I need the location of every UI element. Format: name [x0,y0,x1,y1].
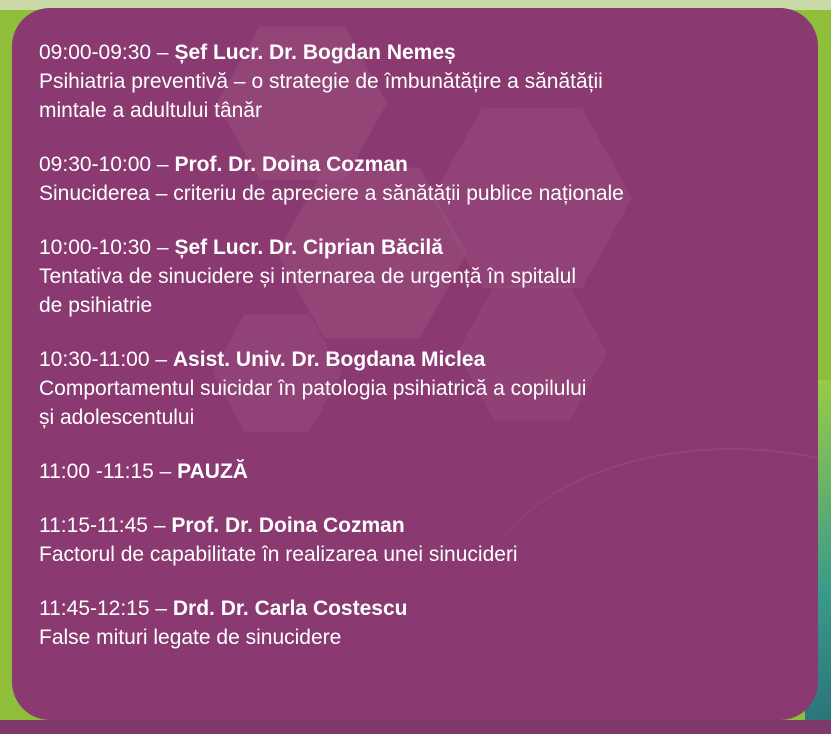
entry-break-label: PAUZĂ [177,460,248,483]
entry-header [39,594,799,623]
schedule-entry [39,594,799,652]
schedule-entry [39,345,799,432]
entry-time: 09:00-09:30 – [39,41,175,64]
entry-title-line: și adolescentului [39,406,195,429]
entry-header [39,457,799,486]
entry-header [39,345,799,374]
schedule-entry [39,150,799,208]
entry-title-line: mintale a adultului tânăr [39,99,262,122]
entry-title-line: Tentativa de sinucidere și internarea de urgență în spitalul [39,265,576,288]
entry-header [39,38,799,67]
entry-speaker: Prof. Dr. Doina Cozman [171,514,405,537]
entry-time: 10:30-11:00 – [39,348,173,371]
schedule-entry [39,233,799,320]
entry-speaker: Drd. Dr. Carla Costescu [172,597,408,620]
entry-speaker: Prof. Dr. Doina Cozman [174,153,408,176]
entry-header [39,511,799,540]
schedule-entry [39,457,799,486]
entry-title-line: de psihiatrie [39,294,153,317]
schedule-entry [39,38,799,125]
entry-time: 11:15-11:45 – [39,514,172,537]
entry-time: 09:30-10:00 – [39,153,175,176]
entry-title-line: Psihiatria preventivă – o strategie de îmbunătățire a sănătății [39,70,603,93]
entry-title-line: Comportamentul suicidar în patologia psihiatrică a copilului [39,377,587,400]
entry-time: 10:00-10:30 – [39,236,175,259]
entry-speaker: Șef Lucr. Dr. Ciprian Băcilă [174,236,443,259]
entry-speaker: Șef Lucr. Dr. Bogdan Nemeș [174,41,456,64]
entry-speaker: Asist. Univ. Dr. Bogdana Miclea [172,348,486,371]
entry-title-line: Sinuciderea – criteriu de apreciere a sănătății publice naționale [39,182,624,205]
entry-title-line: Factorul de capabilitate în realizarea unei sinucideri [39,543,518,566]
entry-time: 11:45-12:15 – [39,597,173,620]
entry-header [39,150,799,179]
schedule-entry [39,511,799,569]
program-card [12,8,818,720]
entry-title-line: False mituri legate de sinucidere [39,626,342,649]
bottom-strip [0,720,831,734]
schedule-list [39,38,799,677]
entry-header [39,233,799,262]
entry-time: 11:00 -11:15 – [39,460,178,483]
